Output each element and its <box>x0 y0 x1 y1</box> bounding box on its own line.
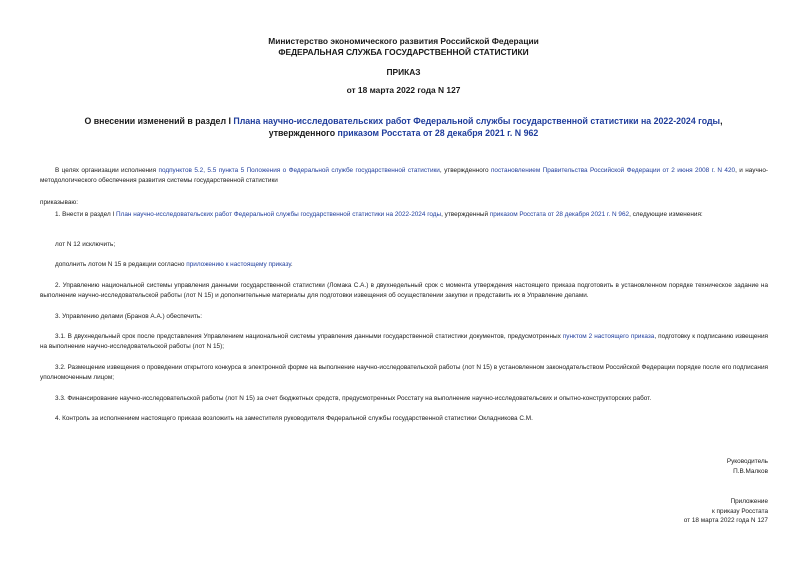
item-1-paragraph <box>40 210 768 220</box>
document-type: ПРИКАЗ <box>386 67 421 77</box>
ministry-name: Министерство экономического развития Российской Федерации <box>268 36 539 46</box>
signature-block <box>727 457 768 476</box>
item-4-paragraph: 4. Контроль за исполнением настоящего приказа возложить на заместителя руководителя Федеральной службы государственной статистики Окладникова С.М. <box>55 415 533 422</box>
preamble-text-2: , утвержденного <box>439 167 491 174</box>
government-decree-link[interactable]: постановлением Правительства Российской Федерации от 2 июня 2008 г. N 420 <box>490 167 736 174</box>
item-3-1-text: 3.1. В двухнедельный срок после представления Управлением национальной системы управления данными государственной статистики документов, предусмотренных <box>55 333 563 340</box>
item-1-text-3: , следующие изменения: <box>629 211 703 218</box>
document-header <box>0 36 807 58</box>
preamble-paragraph <box>40 166 768 186</box>
item-3-2-paragraph: 3.2. Размещение извещения о проведении открытого конкурса в электронной форме на выполнение научно-исследовательской работы (лот N 15) в установленном законодательством Российской Федерации порядке после его подписания уполномоченным лицом; <box>40 364 768 381</box>
subject-text-middle: , утвержденного <box>268 116 723 138</box>
item-3-1-paragraph <box>40 332 768 352</box>
appendix-link[interactable]: приложению к настоящему приказу <box>186 261 291 268</box>
document-subject <box>60 115 747 139</box>
item-1-lot-12: лот N 12 исключить; <box>55 241 116 248</box>
preamble-text-3: , и научно-методологического обеспечения развития системы государственной статистики <box>40 167 768 184</box>
appendix-title: Приложение <box>730 498 768 505</box>
item-1-order-link[interactable]: приказом Росстата от 28 декабря 2021 г. N 962 <box>489 211 630 218</box>
order-962-link[interactable]: приказом Росстата от 28 декабря 2021 г. N 962 <box>337 128 539 138</box>
appendix-block <box>684 497 768 526</box>
signature-name: П.В.Малков <box>733 467 768 475</box>
subject-text: О внесении изменений в раздел I <box>84 116 234 126</box>
plan-link[interactable]: Плана научно-исследовательских работ Федеральной службы государственной статистики на 2022-2024 годы <box>233 116 721 126</box>
item-1-text-2: , утвержденный <box>441 211 490 218</box>
item-2-reference-link[interactable]: пунктом 2 настоящего приказа <box>562 333 655 340</box>
item-1-text: 1. Внести в раздел I <box>55 211 117 218</box>
appendix-ref: к приказу Росстата <box>711 507 768 515</box>
item-2-paragraph: 2. Управлению национальной системы управления данными государственной статистики (Ломака С.А.) в двухнедельный срок с момента утверждения настоящего приказа подготовить в установленном порядке техническое задание на выполнение научно-исследовательской работы (лот N 15) и дополнительные материалы для подготовки извещения об осуществлении закупки и представить их в Управление делами. <box>40 282 768 299</box>
item-1-lot-15-text: дополнить лотом N 15 в редакции согласно <box>55 261 187 268</box>
item-1-lot-15 <box>55 260 293 270</box>
item-3-1-text-2: , подготовку к подписанию извещения на выполнение научно-исследовательской работы (лот N 15); <box>40 333 768 350</box>
item-3-paragraph: 3. Управлению делами (Бранов А.А.) обеспечить: <box>55 313 203 320</box>
service-name: ФЕДЕРАЛЬНАЯ СЛУЖБА ГОСУДАРСТВЕННОЙ СТАТИСТИКИ <box>278 47 529 57</box>
item-3-3-paragraph: 3.3. Финансирование научно-исследовательской работы (лот N 15) за счет бюджетных средств, предусмотренных Росстату на выполнение научно-исследовательских и опытно-конструкторских работ. <box>55 395 652 402</box>
item-1-plan-link[interactable]: План научно-исследовательских работ Федеральной службы государственной статистики на 2022-2024 годы <box>116 211 442 218</box>
regulation-link[interactable]: подпунктов 5.2, 5.5 пункта 5 Положения о Федеральной службе государственной статистики <box>158 167 440 174</box>
preamble-text: В целях организации исполнения <box>55 167 159 174</box>
order-word: приказываю: <box>40 199 78 206</box>
item-1-lot-15-end: . <box>290 261 293 268</box>
signature-title: Руководитель <box>726 458 768 465</box>
appendix-date: от 18 марта 2022 года N 127 <box>683 517 768 524</box>
document-date: от 18 марта 2022 года N 127 <box>346 85 461 95</box>
